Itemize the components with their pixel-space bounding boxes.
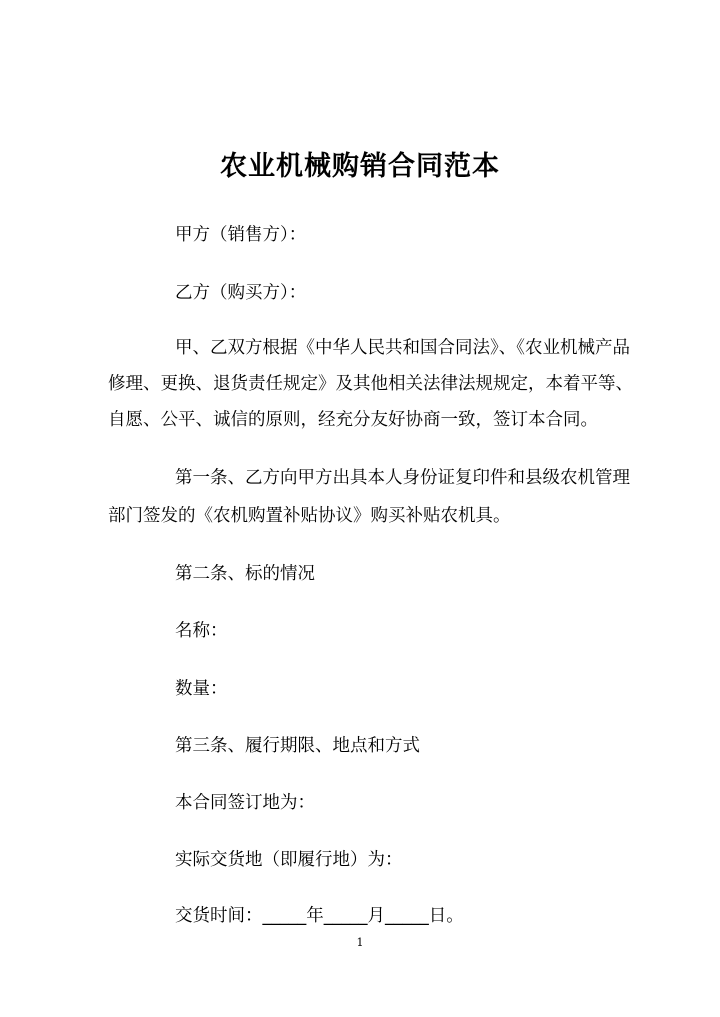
delivery-place-line: 实际交货地（即履行地）为：: [175, 850, 403, 870]
party-a-line: 甲方（销售方）：: [175, 225, 307, 245]
name-field-line: 名称：: [175, 621, 228, 641]
document-title: 农业机械购销合同范本: [220, 151, 500, 182]
delivery-time-line: 交货时间：_____年_____月_____日。: [175, 906, 464, 926]
page-number: 1: [356, 936, 364, 949]
quantity-field-line: 数量：: [175, 679, 228, 699]
article-1-line-2: 部门签发的《农机购置补贴协议》购买补贴农机具。: [108, 506, 511, 526]
preamble-line-3: 自愿、公平、诚信的原则，经充分友好协商一致，签订本合同。: [108, 410, 598, 430]
article-1-line-1: 第一条、乙方向甲方出具本人身份证复印件和县级农机管理: [175, 468, 630, 488]
article-3-heading: 第三条、履行期限、地点和方式: [175, 736, 420, 756]
party-b-line: 乙方（购买方）：: [175, 283, 307, 303]
signing-place-line: 本合同签订地为：: [175, 793, 315, 813]
preamble-line-1: 甲、乙双方根据《中华人民共和国合同法》、《农业机械产品: [175, 338, 630, 358]
article-2-heading: 第二条、标的情况: [175, 564, 315, 584]
preamble-line-2: 修理、更换、退货责任规定》及其他相关法律法规规定，本着平等、: [108, 374, 633, 394]
